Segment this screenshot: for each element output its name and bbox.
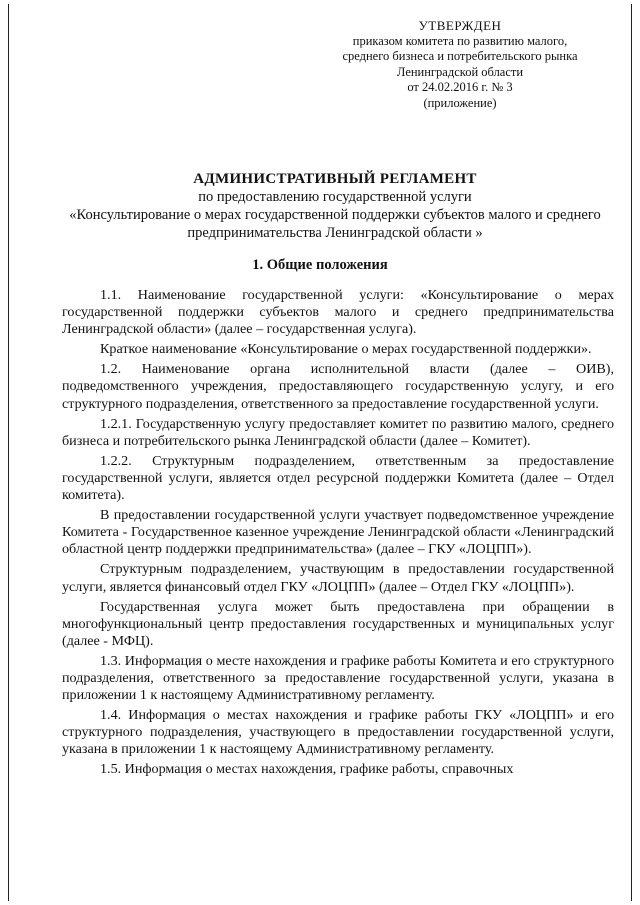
approval-stamp bbox=[320, 18, 600, 111]
approval-line: Ленинградской области bbox=[396, 64, 524, 79]
section-heading: 1. Общие положения bbox=[252, 257, 388, 273]
title-main: АДМИНИСТРАТИВНЫЙ РЕГЛАМЕНТ bbox=[193, 171, 477, 187]
approval-line: среднего бизнеса и потребительского рынка bbox=[342, 49, 578, 63]
approval-line: от 24.02.2016 г. № 3 bbox=[407, 80, 513, 94]
approval-heading: УТВЕРЖДЕН bbox=[418, 18, 502, 33]
title-service: «Консультирование о мерах государственной поддержки субъектов малого и среднего предпринимательства Ленинградской области » bbox=[69, 207, 601, 241]
paragraph: 1.1. Наименование государственной услуги: «Консультирование о мерах государственной поддержки субъектов малого и среднего предпринимательства Ленинградской области» (далее – государственная услуга). bbox=[62, 287, 614, 338]
paragraph: 1.2.2. Структурным подразделением, ответственным за предоставление государственной услуги, является отдел ресурсной поддержки Комитета (далее – Отдел комитета). bbox=[62, 452, 614, 504]
paragraph: В предоставлении государственной услуги участвует подведомственное учреждение Комитета - Государственное казенное учреждение Ленинградской области «Ленинградский областной центр поддержки предпринимательства» (далее – ГКУ «ЛОЦПП»). bbox=[62, 507, 614, 558]
approval-line: (приложение) bbox=[423, 95, 497, 110]
paragraph: Краткое наименование «Консультирование о мерах государственной поддержки». bbox=[100, 341, 592, 358]
paragraph: Структурным подразделением, участвующим в предоставлении государственной услуги, является финансовый отдел ГКУ «ЛОЦПП» (далее – Отдел ГКУ «ЛОЦПП»). bbox=[62, 561, 614, 595]
approval-line: приказом комитета по развитию малого, bbox=[352, 33, 568, 48]
paragraph: 1.2.1. Государственную услугу предоставляет комитет по развитию малого, среднего бизнеса и потребительского рынка Ленинградской области (далее – Комитет). bbox=[62, 415, 614, 449]
document-title bbox=[60, 170, 610, 242]
paragraph: 1.2. Наименование органа исполнительной власти (далее – ОИВ), подведомственного учреждения, предоставляющего государственную услугу, и его структурного подразделения, ответственного за предоставление государственной услуги. bbox=[62, 361, 614, 412]
paragraph: 1.5. Информация о местах нахождения, графике работы, справочных bbox=[100, 761, 514, 778]
document-body bbox=[62, 287, 614, 782]
paragraph: 1.3. Информация о месте нахождения и графике работы Комитета и его структурного подразделения, ответственного за предоставление государственной услуги, указана в приложении 1 к настоящему Административному регламенту. bbox=[62, 652, 614, 704]
paragraph: Государственная услуга может быть предоставлена при обращении в многофункциональный центр предоставления государственных и муниципальных услуг (далее - МФЦ). bbox=[62, 598, 614, 649]
title-sub: по предоставлению государственной услуги bbox=[198, 189, 472, 205]
paragraph: 1.4. Информация о местах нахождения и графике работы ГКУ «ЛОЦПП» и его структурного подразделения, участвующего в предоставлении государственной услуги, указана в приложении 1 к настоящему Административному регламенту. bbox=[62, 707, 614, 758]
